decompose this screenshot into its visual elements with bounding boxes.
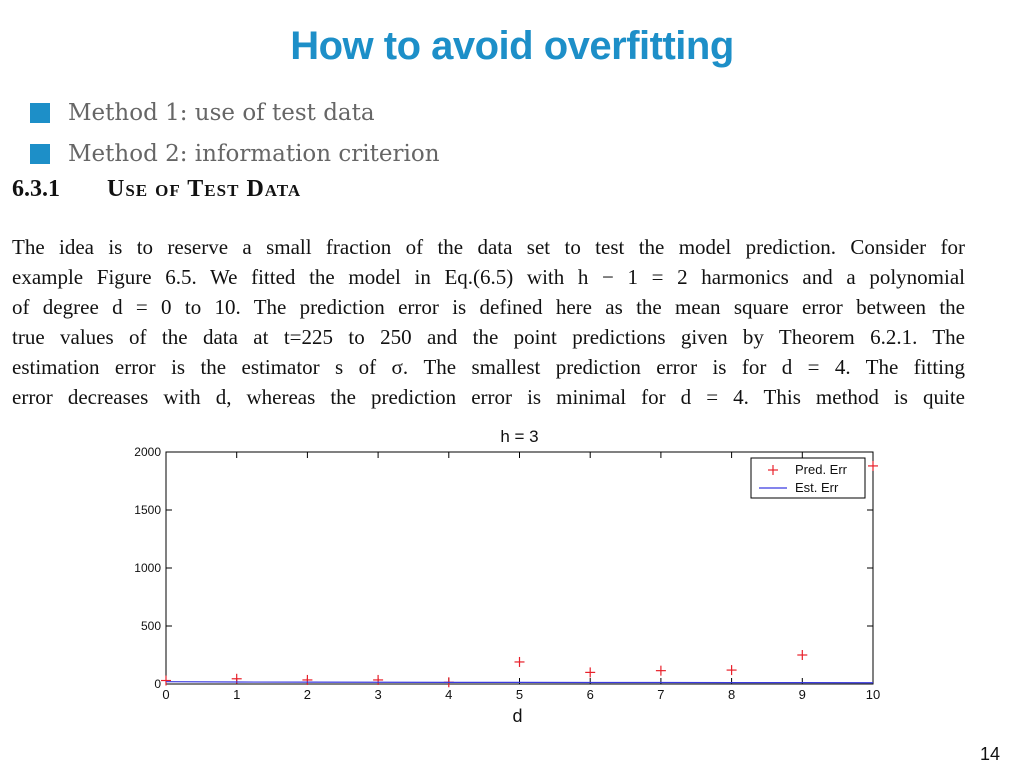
series-point-pred-err (302, 675, 312, 685)
series-point-pred-err (656, 666, 666, 676)
paragraph-line: of degree d = 0 to 10. The prediction error is defined here as the mean square error between the (12, 295, 965, 319)
y-tick-label: 2000 (134, 445, 161, 459)
section-title: Use of Test Data (107, 176, 302, 202)
section-number: 6.3.1 (12, 176, 60, 202)
bullet-item-method-2 (30, 133, 440, 174)
error-vs-degree-chart (100, 418, 900, 738)
x-tick-label: 6 (586, 687, 594, 702)
excerpt-paragraph (12, 232, 965, 412)
x-tick-label: 1 (233, 687, 241, 702)
x-tick-label: 10 (865, 687, 881, 702)
x-tick-label: 4 (445, 687, 453, 702)
x-tick-label: 8 (727, 687, 736, 702)
bullet-item-method-1 (30, 92, 440, 133)
x-tick-label: 0 (162, 687, 170, 702)
chart-title: h = 3 (500, 427, 539, 446)
paragraph-line: error decreases with d, whereas the prediction error is minimal for d = 4. This method is quite (12, 385, 965, 409)
series-point-pred-err (727, 665, 737, 675)
x-tick-label: 2 (303, 687, 312, 702)
paragraph-line: true values of the data at t=225 to 250 and the point predictions given by Theorem 6.2.1. The (12, 325, 965, 349)
legend-label: Pred. Err (795, 462, 848, 477)
series-point-pred-err (797, 650, 807, 660)
slide-title: How to avoid overfitting (290, 24, 734, 68)
x-tick-label: 7 (657, 687, 665, 702)
x-tick-label: 9 (798, 687, 806, 702)
bullet-list (30, 92, 440, 174)
series-point-pred-err (515, 657, 525, 667)
x-tick-label: 3 (374, 687, 382, 702)
series-point-pred-err (868, 461, 878, 471)
paragraph-line: example Figure 6.5. We fitted the model in Eq.(6.5) with h − 1 = 2 harmonics and a polynomial (12, 265, 965, 289)
bullet-text: Method 1: use of test data (68, 99, 375, 126)
legend-label: Est. Err (795, 480, 839, 495)
y-tick-label: 1000 (134, 561, 161, 575)
series-line-est-err (166, 682, 873, 683)
series-point-pred-err (585, 667, 595, 677)
paragraph-line: estimation error is the estimator s of σ. The smallest prediction error is for d = 4. The fitting (12, 355, 965, 379)
bullet-text: Method 2: information criterion (68, 140, 440, 167)
paragraph-line: The idea is to reserve a small fraction of the data set to test the model prediction. Consider for (12, 235, 965, 259)
series-point-pred-err (373, 675, 383, 685)
y-tick-label: 500 (140, 619, 161, 633)
square-bullet-icon (30, 103, 50, 123)
y-tick-label: 0 (154, 677, 161, 691)
square-bullet-icon (30, 144, 50, 164)
x-tick-label: 5 (515, 687, 524, 702)
y-tick-label: 1500 (134, 503, 161, 517)
page-number: 14 (979, 744, 1000, 764)
x-axis-label: d (512, 706, 523, 726)
section-heading (12, 176, 301, 203)
